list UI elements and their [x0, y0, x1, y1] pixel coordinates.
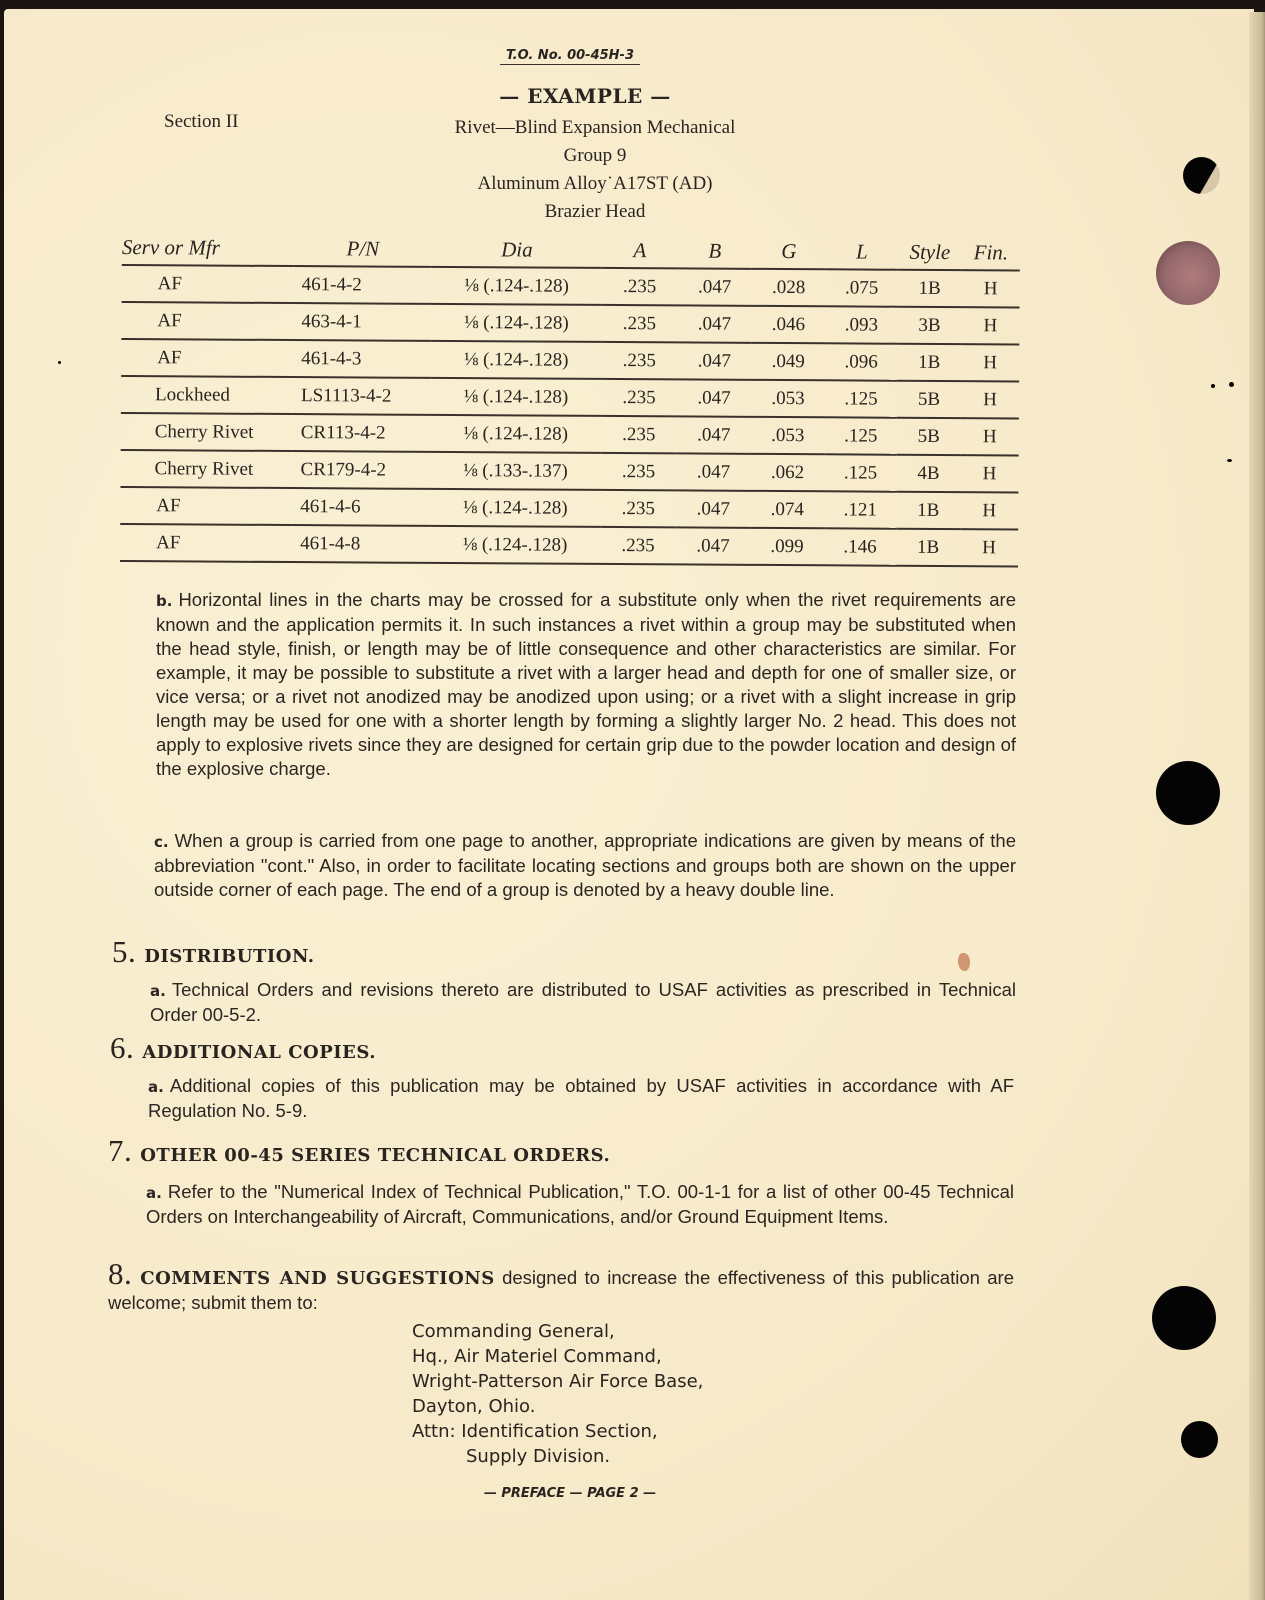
example-title: — EXAMPLE —: [499, 84, 671, 108]
cell-a: .235: [601, 379, 677, 416]
ink-speck: [1211, 384, 1215, 388]
cell-g: .074: [750, 491, 824, 528]
cell-mfr: AF: [120, 487, 292, 525]
address-line-3: Wright-Patterson Air Force Base,: [412, 1371, 704, 1392]
table-row: [121, 302, 1019, 344]
cell-pn: CR113-4-2: [293, 414, 431, 452]
cell-style: 1B: [896, 529, 960, 566]
cell-mfr: AF: [121, 302, 293, 340]
cell-l: .121: [824, 491, 896, 528]
cell-fin: H: [961, 307, 1019, 344]
ink-speck: [1227, 459, 1232, 462]
table-row: [120, 487, 1018, 529]
cell-l: .125: [825, 417, 897, 454]
page-edge: [1249, 12, 1265, 1600]
paragraph-label: a.: [146, 1184, 162, 1202]
cell-g: .053: [751, 417, 825, 454]
column-header-style: Style: [898, 237, 962, 270]
table-row: [120, 450, 1018, 492]
table-header-row: [122, 232, 1020, 270]
paragraph-c: [154, 829, 1016, 902]
cell-a: .235: [601, 342, 677, 379]
group-heading: Group 9: [563, 145, 627, 166]
column-header-g: G: [752, 236, 826, 269]
cell-l: .125: [825, 380, 897, 417]
section-6-heading: [110, 1030, 376, 1066]
section-5-heading: [112, 934, 315, 970]
cell-fin: H: [961, 418, 1019, 455]
cell-g: .028: [752, 269, 826, 306]
ink-speck: [1229, 382, 1234, 387]
table-row: [121, 413, 1019, 455]
cell-pn: LS1113-4-2: [293, 377, 431, 415]
paragraph-text: Horizontal lines in the charts may be crossed for a substitute only when the rivet requirements are known and the application permits it. In such instances a rivet within a group may be substituted when the head style, finish, or length may be of little consequence and other characteristics are similar. For example, it may be possible to substitute a rivet with a larger head and depth for one of smaller size, or vice versa; or a rivet not anodized may be anodized upon using; or a rivet with a slight increase in grip length may be used for one with a shorter length by forming a slightly larger No. 2 head. This does not apply to explosive rivets since they are designed for certain grip due to the powder location and design of the explosive charge.: [156, 589, 1016, 779]
cell-pn: 461-4-3: [293, 340, 431, 378]
cell-b: .047: [676, 527, 750, 564]
table-row: [121, 339, 1019, 381]
cell-pn: 461-4-2: [294, 266, 432, 304]
cell-b: .047: [678, 268, 752, 305]
cell-dia: ⅛ (.124-.128): [430, 526, 600, 564]
column-header-fin: Fin.: [962, 237, 1020, 270]
paragraph-label: a.: [150, 982, 166, 1000]
column-header-serv-mfr: Serv or Mfr: [122, 232, 294, 266]
binder-hole-icon: [1183, 157, 1220, 194]
cell-style: 1B: [897, 344, 961, 381]
cell-fin: H: [961, 344, 1019, 381]
cell-g: .046: [751, 306, 825, 343]
paragraph-label: b.: [156, 592, 173, 610]
paragraph-text: When a group is carried from one page to another, appropriate indications are given by means of the abbreviation "cont." Also, in order to facilitate locating sections and groups both are shown on the upper outside corner of each page. The end of a group is denoted by a heavy double line.: [154, 830, 1016, 900]
cell-style: 5B: [897, 418, 961, 455]
cell-a: .235: [600, 490, 676, 527]
cell-b: .047: [677, 342, 751, 379]
cell-style: 3B: [897, 307, 961, 344]
paper-stain: [958, 953, 970, 971]
section-title: OTHER 00-45 SERIES TECHNICAL ORDERS.: [140, 1145, 611, 1166]
cell-mfr: AF: [122, 265, 294, 303]
cell-mfr: Cherry Rivet: [121, 413, 293, 451]
cell-pn: 463-4-1: [293, 303, 431, 341]
cell-l: .093: [825, 306, 897, 343]
cell-dia: ⅛ (.124-.128): [432, 267, 602, 305]
binder-hole-icon: [1181, 1421, 1218, 1458]
section-7-heading: [108, 1133, 610, 1169]
binder-hole-icon: [1152, 1286, 1216, 1350]
cell-b: .047: [677, 379, 751, 416]
table-row: [121, 376, 1019, 418]
address-line-2: Hq., Air Materiel Command,: [412, 1346, 662, 1367]
cell-pn: CR179-4-2: [292, 451, 430, 489]
cell-fin: H: [960, 529, 1018, 566]
cell-dia: ⅛ (.133-.137): [430, 452, 600, 490]
cell-mfr: AF: [120, 524, 292, 562]
cell-a: .235: [600, 527, 676, 564]
cell-style: 4B: [896, 455, 960, 492]
cell-l: .075: [826, 269, 898, 306]
section-number: 8.: [108, 1256, 133, 1291]
cell-style: 1B: [896, 492, 960, 529]
ink-speck: [58, 361, 61, 364]
cell-mfr: Lockheed: [121, 376, 293, 414]
section-title: ADDITIONAL COPIES.: [142, 1042, 376, 1063]
cell-dia: ⅛ (.124-.128): [431, 304, 601, 342]
table-row: [120, 524, 1018, 566]
cell-l: .096: [825, 343, 897, 380]
section-title: COMMENTS AND SUGGESTIONS: [140, 1268, 495, 1289]
paragraph-text: Additional copies of this publication may be obtained by USAF activities in accordance with AF Regulation No. 5-9.: [148, 1075, 1014, 1121]
cell-g: .049: [751, 343, 825, 380]
binder-hole-icon: [1156, 761, 1220, 825]
cell-g: .053: [751, 380, 825, 417]
section-8-text: designed to increase the effectiveness of this publication are welcome; submit them to:: [108, 1267, 1014, 1313]
cell-dia: ⅛ (.124-.128): [431, 341, 601, 379]
column-header-b: B: [678, 235, 752, 268]
address-line-6: Supply Division.: [466, 1446, 611, 1467]
column-header-dia: Dia: [432, 234, 602, 268]
cell-fin: H: [961, 381, 1019, 418]
column-header-a: A: [602, 235, 678, 268]
address-line-5: Attn: Identification Section,: [412, 1421, 658, 1442]
cell-g: .062: [750, 454, 824, 491]
paragraph-label: c.: [154, 833, 169, 851]
section-8-comments: [108, 1256, 1014, 1315]
cell-dia: ⅛ (.124-.128): [431, 415, 601, 453]
column-header-l: L: [826, 236, 898, 269]
page-footer: — PREFACE — PAGE 2 —: [483, 1486, 657, 1501]
cell-mfr: AF: [121, 339, 293, 377]
cell-fin: H: [962, 270, 1020, 307]
section-7-paragraph-a: [146, 1180, 1014, 1229]
address-line-4: Dayton, Ohio.: [412, 1396, 536, 1417]
paragraph-text: Technical Orders and revisions thereto are distributed to USAF activities as prescribed in Technical Order 00-5-2.: [150, 979, 1016, 1025]
cell-g: .099: [750, 528, 824, 565]
cell-pn: 461-4-6: [292, 488, 430, 526]
paragraph-label: a.: [148, 1078, 164, 1096]
section-8-heading: [108, 1256, 495, 1291]
section-number: 5.: [112, 934, 137, 969]
paragraph-text: Refer to the "Numerical Index of Technical Publication," T.O. 00-1-1 for a list of other 00-45 Technical Orders on Interchangeability of Aircraft, Communications, and/or Ground Equipment Items.: [146, 1181, 1014, 1227]
cell-b: .047: [676, 453, 750, 490]
cell-b: .047: [677, 305, 751, 342]
cell-a: .235: [602, 268, 678, 305]
cell-l: .125: [824, 454, 896, 491]
column-header-pn: P/N: [294, 233, 432, 267]
head-type-heading: Brazier Head: [544, 201, 646, 222]
cell-style: 1B: [898, 270, 962, 307]
section-number: 6.: [110, 1030, 135, 1065]
cell-pn: 461-4-8: [292, 525, 430, 563]
section-6-paragraph-a: [148, 1074, 1014, 1123]
cell-a: .235: [601, 416, 677, 453]
material-heading: Aluminum Alloy˙A17ST (AD): [477, 173, 713, 194]
rivet-type-heading: Rivet—Blind Expansion Mechanical: [454, 117, 736, 138]
section-number: 7.: [108, 1133, 133, 1168]
cell-style: 5B: [897, 381, 961, 418]
section-5-paragraph-a: [150, 978, 1016, 1027]
cell-a: .235: [601, 305, 677, 342]
cell-b: .047: [677, 416, 751, 453]
cell-fin: H: [960, 455, 1018, 492]
cell-fin: H: [960, 492, 1018, 529]
technical-order-number: T.O. No. 00-45H-3: [500, 48, 640, 65]
paragraph-b: [156, 588, 1016, 781]
cell-l: .146: [824, 528, 896, 565]
cell-b: .047: [676, 490, 750, 527]
cell-a: .235: [600, 453, 676, 490]
table-row: [122, 265, 1020, 307]
cell-dia: ⅛ (.124-.128): [430, 489, 600, 527]
cell-mfr: Cherry Rivet: [120, 450, 292, 488]
cell-dia: ⅛ (.124-.128): [431, 378, 601, 416]
address-line-1: Commanding General,: [412, 1321, 615, 1342]
rivet-table: [120, 232, 1020, 567]
section-label: Section II: [164, 111, 239, 132]
section-title: DISTRIBUTION.: [144, 946, 315, 967]
binder-hole-icon: [1156, 241, 1220, 305]
